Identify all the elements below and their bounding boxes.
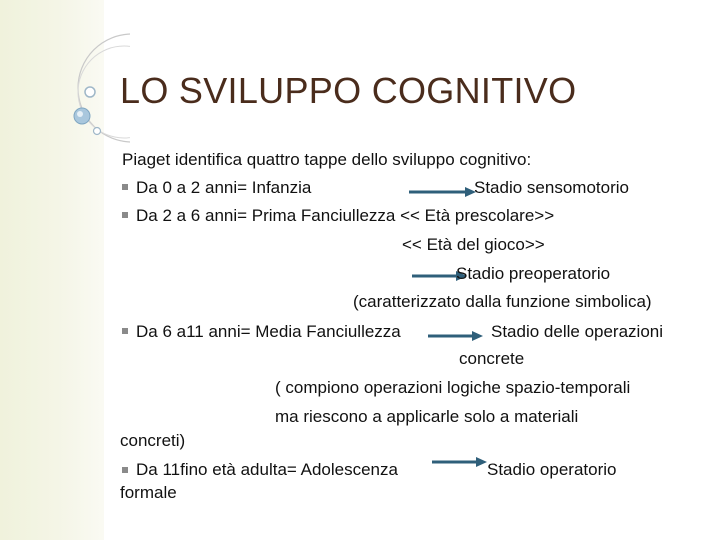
stage3-text: Da 6 a11 anni= Media Fanciullezza [136, 322, 401, 341]
stage4-result-line1: Stadio operatorio [487, 460, 617, 479]
stage2-note: (caratterizzato dalla funzione simbolica) [353, 292, 652, 311]
stage2-result: Stadio preoperatorio [456, 264, 611, 283]
stage2-text: Da 2 a 6 anni= Prima Fanciullezza << Età prescolare>> [136, 206, 555, 225]
arrow-icon [432, 456, 488, 468]
bullet-stage2 [122, 212, 128, 218]
stage2-alt-label: << Età del gioco>> [402, 235, 545, 254]
bullet-stage4 [122, 467, 128, 473]
stage1-result: Stadio sensomotorio [474, 178, 629, 197]
stage4-text: Da 11fino età adulta= Adolescenza [136, 460, 398, 479]
arrow-icon [409, 186, 477, 198]
decorative-rings-graphic [0, 0, 130, 200]
stage3-note-line3: concreti) [120, 431, 186, 450]
arrow-icon [428, 330, 484, 342]
stage1-text: Da 0 a 2 anni= Infanzia [136, 178, 312, 197]
intro-text: Piaget identifica quattro tappe dello sviluppo cognitivo: [122, 150, 532, 169]
stage3-result-line2: concrete [459, 349, 525, 368]
bullet-stage3 [122, 328, 128, 334]
stage3-note-line1: ( compiono operazioni logiche spazio-temporali [275, 378, 631, 397]
stage4-result-line2: formale [120, 483, 177, 502]
bullet-stage1 [122, 184, 128, 190]
slide-title: LO SVILUPPO COGNITIVO [120, 70, 577, 111]
stage3-result-line1: Stadio delle operazioni [491, 322, 664, 341]
stage3-note-line2: ma riescono a applicarle solo a materiali [275, 407, 579, 426]
